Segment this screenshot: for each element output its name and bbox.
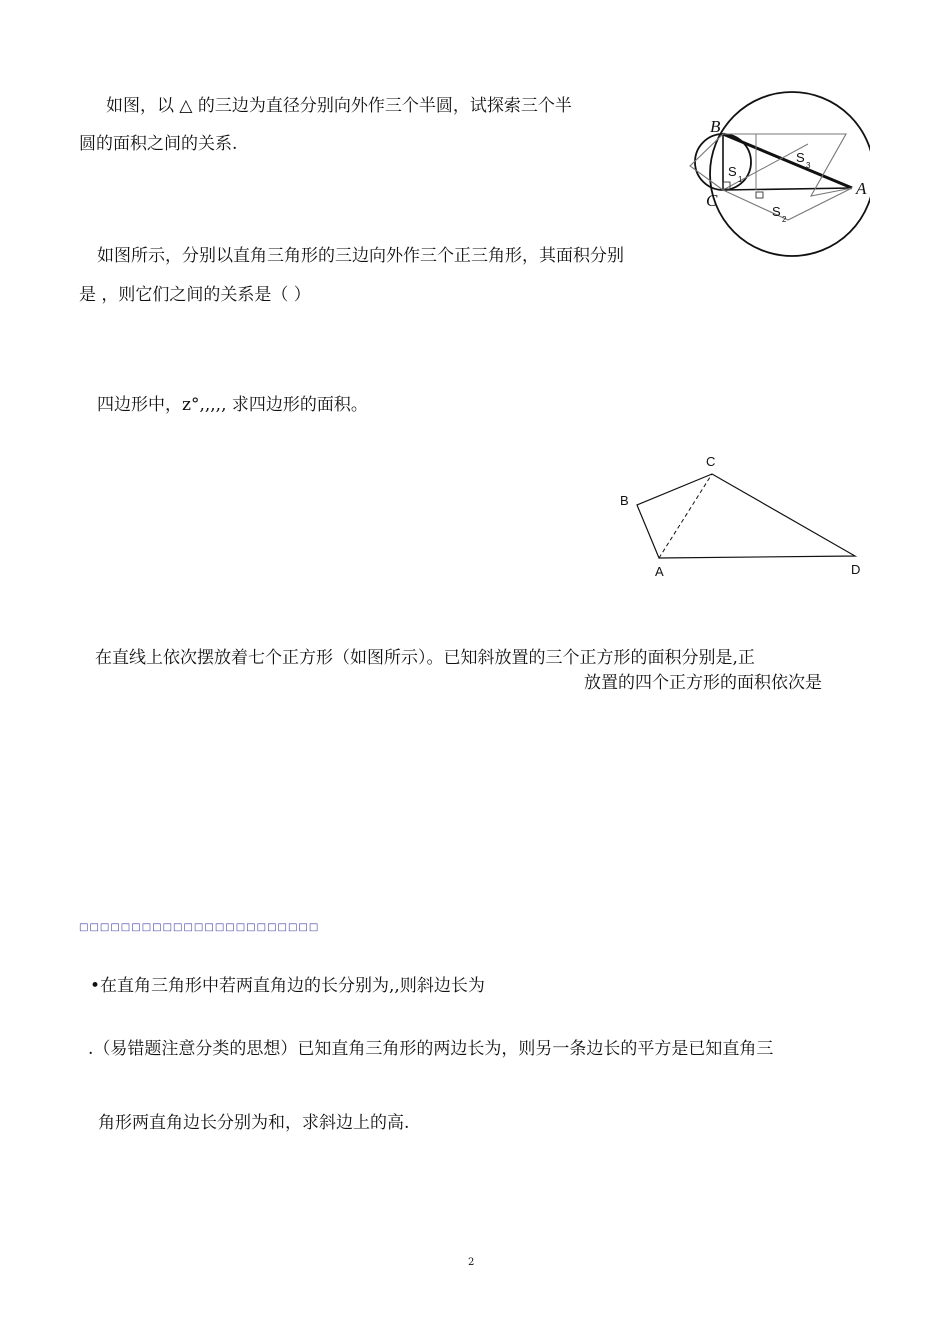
placeholder-boxes: □□□□□□□□□□□□□□□□□□□□□□□ <box>79 922 320 933</box>
label-s2: S <box>772 204 781 219</box>
triangle-s2 <box>723 188 852 220</box>
semicircle-figure <box>686 88 870 260</box>
diagonal-ac <box>659 474 712 558</box>
quad-label-a: A <box>655 564 664 579</box>
problem3-line1: 四边形中，z°,,,,, 求四边形的面积。 <box>97 395 368 415</box>
label-s1-sub: 1 <box>738 175 743 184</box>
page-number: 2 <box>468 1257 475 1268</box>
quad-label-c: C <box>706 454 716 469</box>
problem6-line1: .（易错题注意分类的思想）已知直角三角形的两边长为，则另一条边长的平方是已知直角三 <box>88 1039 774 1059</box>
right-angle-mark-2 <box>756 192 763 198</box>
problem2-line2: 是 ，则它们之间的关系是（ ） <box>79 285 311 305</box>
quad-label-b: B <box>620 493 629 508</box>
problem4-line1: 在直线上依次摆放着七个正方形（如图所示）。已知斜放置的三个正方形的面积分别是,正 <box>95 648 755 668</box>
label-c: C <box>706 191 718 210</box>
leg-ca <box>723 188 852 190</box>
label-s2-sub: 2 <box>782 215 787 224</box>
label-a: A <box>856 179 867 198</box>
label-s3: S <box>796 150 805 165</box>
problem1-line1: 如图，以 △ 的三边为直径分别向外作三个半圆，试探索三个半 <box>106 96 572 116</box>
problem1-line2: 圆的面积之间的关系. <box>79 134 238 154</box>
quadrilateral-figure <box>612 450 872 582</box>
problem5-line1: •在直角三角形中若两直角边的长分别为,,则斜边长为 <box>90 976 485 996</box>
quadrilateral-abcd <box>637 474 855 558</box>
problem2-line1: 如图所示，分别以直角三角形的三边向外作三个正三角形，其面积分别 <box>97 246 624 266</box>
problem7-line1: 角形两直角边长分别为和，求斜边上的高. <box>98 1113 410 1133</box>
label-s1: S <box>728 164 737 179</box>
label-b: B <box>710 117 721 136</box>
problem4-line2: 放置的四个正方形的面积依次是 <box>584 673 822 693</box>
quad-label-d: D <box>851 562 861 577</box>
label-s3-sub: 3 <box>806 161 811 170</box>
